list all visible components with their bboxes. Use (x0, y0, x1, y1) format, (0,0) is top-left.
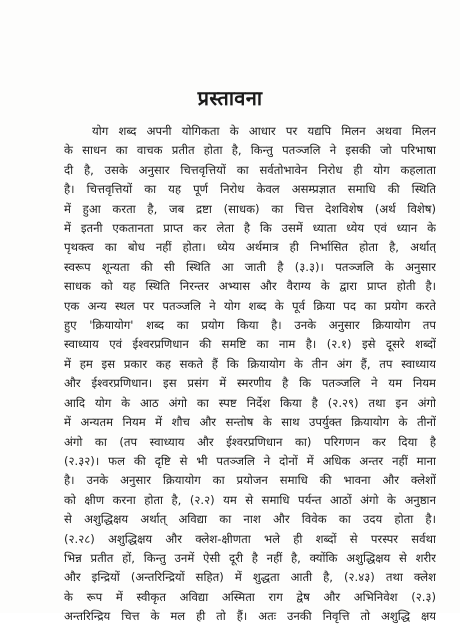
text-line: से अशुद्धिक्षय अर्थात् अविद्या का नाश और विवेक का उदय होता है। (64, 512, 436, 527)
text-line: है। चित्तवृत्तियों का यह पूर्ण निरोध केवल असम्प्रज्ञात समाधि की स्थिति (64, 182, 436, 197)
text-line: अन्तरिन्द्रिय चित्त के मल ही तो हैं। अतः उनकी निवृत्ति तो अशुद्धि क्षय (64, 609, 436, 624)
text-line: आदि योग के आठ अंगो का स्पष्ट निर्देश किया है (२.२९) तथा इन अंगो (64, 395, 436, 410)
text-line: साधक को यह स्थिति निरन्तर अभ्यास और वैराग्य के द्वारा प्राप्त होती है। (64, 279, 436, 294)
text-line: भिन्न प्रतीत हों, किन्तु उनमें ऐसी दूरी है नहीं है, क्योंकि अशुद्धिक्षय से शरीर (64, 550, 436, 565)
text-line: में इतनी एकतानता प्राप्त कर लेता है कि उसमें ध्याता ध्येय एवं ध्यान के (64, 221, 436, 236)
text-line: और ईश्वरप्रणिधान। इस प्रसंग में स्मरणीय है कि पतञ्जलि ने यम नियम (64, 376, 436, 391)
text-line: हुए 'क्रियायोग' शब्द का प्रयोग किया है। उनके अनुसार क्रियायोग तप (64, 318, 436, 333)
text-line: अंगो का (तप स्वाध्याय और ईश्वरप्रणिधान का) परिगणन कर दिया है (64, 434, 436, 449)
text-line: एक अन्य स्थल पर पतञ्जलि ने योग शब्द के पूर्व क्रिया पद का प्रयोग करते (64, 298, 436, 313)
page-title: प्रस्तावना (197, 86, 263, 110)
text-line: योग शब्द अपनी योगिकता के आधार पर यद्यपि मिलन अथवा मिलन (92, 124, 436, 138)
text-line: (२.३२)। फल की दृष्टि से भी पतञ्जलि ने दोनों में अधिक अन्तर नहीं माना (64, 453, 436, 468)
text-line: के साधन का वाचक प्रतीत होता है, किन्तु पतञ्जलि ने इसकी जो परिभाषा (64, 143, 436, 158)
text-line: पृथक्त्व का बोध नहीं होता। ध्येय अर्थमात्र ही निर्भासित होता है, अर्थात् (64, 240, 436, 255)
body-paragraph (64, 122, 436, 627)
text-line: स्वरूप शून्यता की सी स्थिति आ जाती है (३.३)। पतञ्जलि के अनुसार (64, 259, 436, 274)
text-line: को क्षीण करना होता है, (२.२) यम से समाधि पर्यन्त आठों अंगो के अनुष्ठान (64, 492, 436, 507)
text-line: में हुआ करता है, जब द्रष्टा (साधक) का चित्त देशविशेष (अर्थ विशेष) (64, 201, 436, 216)
text-line: के रूप में स्वीकृत अविद्या अस्मिता राग द्वेष और अभिनिवेश (२.३) (64, 589, 436, 604)
text-line: और इन्द्रियों (अन्तरिन्द्रियों सहित) में शुद्धता आती है, (२.४३) तथा क्लेश (64, 570, 436, 585)
text-line: (२.२८) अशुद्धिक्षय और क्लेश-क्षीणता भले ही शब्दों से परस्पर सर्वथा (64, 531, 436, 546)
text-line: है। उनके अनुसार क्रियायोग का प्रयोजन समाधि की भावना और क्लेशों (64, 473, 436, 488)
text-line: स्वाध्याय एवं ईश्वरप्रणिधान की समष्टि का नाम है। (२.१) इसे दूसरे शब्दों (64, 337, 436, 352)
text-line: में अन्यतम नियम में शौच और सन्तोष के साथ उपर्युक्त क्रियायोग के तीनों (64, 415, 436, 430)
text-line: में हम इस प्रकार कह सकते हैं कि क्रियायोग के तीन अंग हैं, तप स्वाध्याय (64, 356, 436, 371)
text-line: दी है, उसके अनुसार चित्तवृत्तियों का सर्वतोभावेन निरोध ही योग कहलाता (64, 162, 436, 177)
